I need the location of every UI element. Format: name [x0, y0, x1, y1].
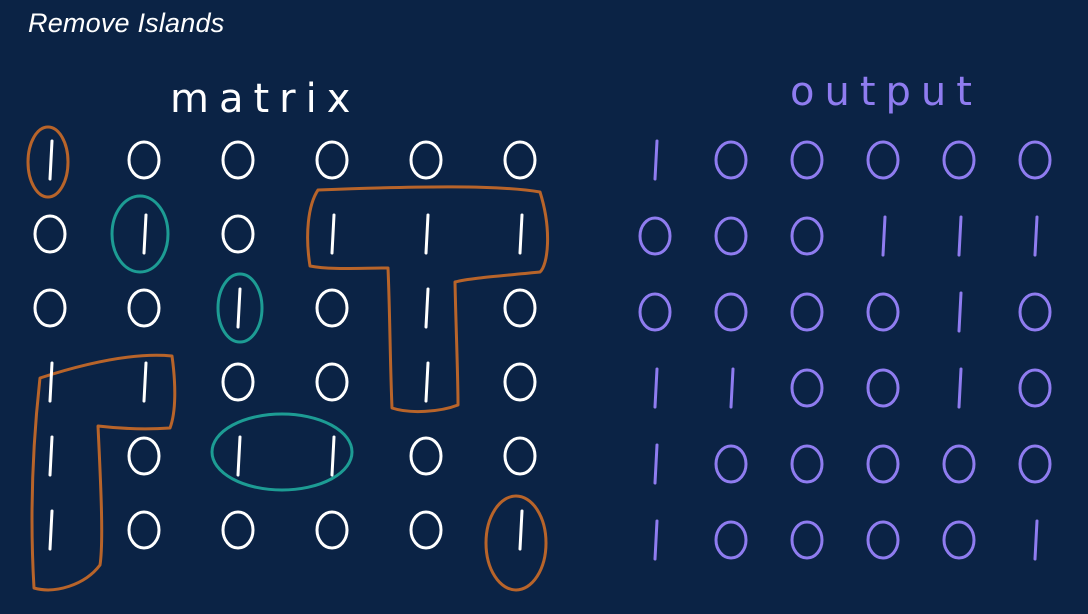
output-cell-r0c1-0 [716, 142, 746, 178]
output-cell-r0c2-0 [792, 142, 822, 178]
output-cell-r0c5-0 [1020, 142, 1050, 178]
output-cell-r3c4-1 [959, 369, 961, 407]
output-cell-r1c1-0 [716, 218, 746, 254]
matrix-cell-r3c3-0 [317, 364, 347, 400]
matrix-cell-r0c3-0 [317, 142, 347, 178]
matrix-cell-r5c1-0 [129, 512, 159, 548]
output-cell-r3c1-1 [731, 369, 733, 407]
matrix-cell-r5c2-0 [223, 512, 253, 548]
matrix-cell-r0c5-0 [505, 142, 535, 178]
output-cell-r2c0-0 [640, 294, 670, 330]
output-cell-r1c0-0 [640, 218, 670, 254]
output-cell-r0c4-0 [944, 142, 974, 178]
matrix-cell-r2c1-0 [129, 290, 159, 326]
output-cell-r5c4-0 [944, 522, 974, 558]
output-cell-r1c4-1 [959, 217, 961, 255]
matrix-cell-r5c4-0 [411, 512, 441, 548]
removed-island-outline-r4-pair [212, 414, 352, 490]
matrix-cell-r3c2-0 [223, 364, 253, 400]
output-cell-r3c0-1 [655, 369, 657, 407]
matrix-cell-r1c0-0 [35, 216, 65, 252]
page-title: Remove Islands [28, 8, 225, 38]
border-island-outline-left-column [32, 355, 175, 590]
matrix-cell-r5c3-0 [317, 512, 347, 548]
output-cell-r0c3-0 [868, 142, 898, 178]
output-cell-r4c4-0 [944, 446, 974, 482]
output-cell-r2c4-1 [959, 293, 961, 331]
matrix-cell-r1c1-1 [144, 215, 146, 253]
matrix-cell-r1c2-0 [223, 216, 253, 252]
output-label: output [790, 69, 982, 115]
matrix-cell-r2c4-1 [426, 289, 428, 327]
matrix-cell-r0c2-0 [223, 142, 253, 178]
matrix-cell-r1c4-1 [426, 215, 428, 253]
output-cell-r5c5-1 [1035, 521, 1037, 559]
output-cell-r0c0-1 [655, 141, 657, 179]
output-cell-r5c0-1 [655, 521, 657, 559]
matrix-cell-r4c3-1 [332, 437, 334, 475]
output-cell-r1c2-0 [792, 218, 822, 254]
island-outlines [28, 127, 548, 590]
matrix-cell-r4c0-1 [50, 437, 52, 475]
matrix-cell-r0c1-0 [129, 142, 159, 178]
matrix-cell-r2c2-1 [238, 289, 240, 327]
output-cell-r5c2-0 [792, 522, 822, 558]
removed-island-outline-r1c1 [112, 196, 168, 272]
output-cell-r1c3-1 [883, 217, 885, 255]
output-cell-r5c3-0 [868, 522, 898, 558]
matrix-cell-r0c0-1 [50, 141, 52, 179]
output-cell-r3c5-0 [1020, 370, 1050, 406]
output-cell-r1c5-1 [1035, 217, 1037, 255]
matrix-grid [35, 141, 535, 549]
matrix-cell-r4c4-0 [411, 438, 441, 474]
output-cell-r2c1-0 [716, 294, 746, 330]
output-cell-r4c2-0 [792, 446, 822, 482]
matrix-cell-r2c0-0 [35, 290, 65, 326]
output-cell-r4c0-1 [655, 445, 657, 483]
output-cell-r3c2-0 [792, 370, 822, 406]
output-cell-r4c3-0 [868, 446, 898, 482]
matrix-cell-r4c1-0 [129, 438, 159, 474]
matrix-cell-r3c4-1 [426, 363, 428, 401]
output-cell-r4c5-0 [1020, 446, 1050, 482]
matrix-cell-r0c4-0 [411, 142, 441, 178]
matrix-cell-r2c3-0 [317, 290, 347, 326]
matrix-cell-r1c3-1 [332, 215, 334, 253]
border-island-outline-top-left [28, 127, 68, 197]
matrix-cell-r2c5-0 [505, 290, 535, 326]
output-cell-r2c2-0 [792, 294, 822, 330]
output-cell-r3c3-0 [868, 370, 898, 406]
output-cell-r2c3-0 [868, 294, 898, 330]
output-cell-r2c5-0 [1020, 294, 1050, 330]
border-island-outline-bottom-right [486, 496, 546, 590]
matrix-cell-r1c5-1 [520, 215, 522, 253]
matrix-cell-r4c2-1 [238, 437, 240, 475]
matrix-label: matrix [170, 76, 361, 122]
matrix-cell-r5c0-1 [50, 511, 52, 549]
output-cell-r4c1-0 [716, 446, 746, 482]
matrix-cell-r3c1-1 [144, 363, 146, 401]
matrix-cell-r4c5-0 [505, 438, 535, 474]
matrix-cell-r3c0-1 [50, 363, 52, 401]
matrix-cell-r3c5-0 [505, 364, 535, 400]
matrix-cell-r5c5-1 [520, 511, 522, 549]
output-grid [640, 141, 1050, 559]
output-cell-r5c1-0 [716, 522, 746, 558]
